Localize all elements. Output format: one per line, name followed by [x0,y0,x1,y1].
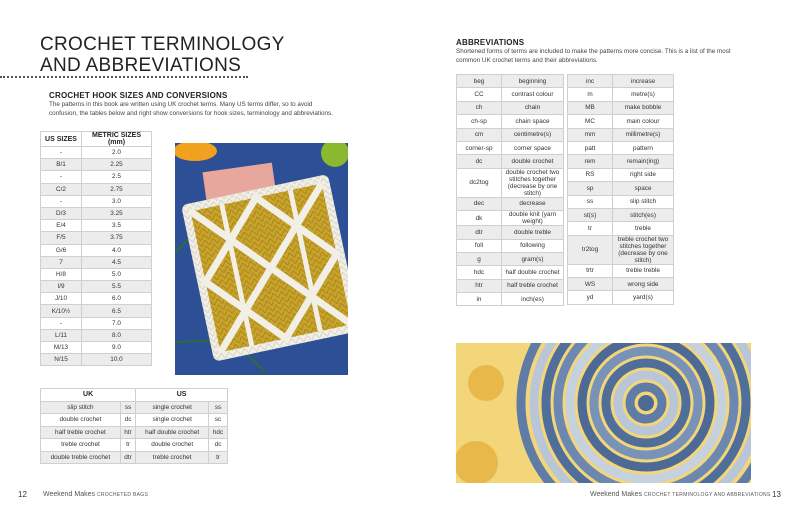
table-cell: dk [457,211,502,226]
abbreviation-row [457,128,564,141]
abbreviation-row [568,168,674,181]
table-cell: treble crochet [41,439,121,452]
table-cell: hdc [457,266,502,279]
table-cell: RS [568,168,613,181]
abbr-intro-line-2: common UK crochet terms and their abbreviations. [456,56,598,64]
abbreviation-row [457,279,564,292]
hook-intro-line-2: confusion, the tables below and right show conversions for hook sizes, terminology and abbreviations. [49,109,333,117]
abbreviation-row [457,226,564,239]
page-title [40,34,285,76]
table-cell: mm [568,128,613,141]
table-cell: millimetre(s) [613,128,674,141]
title-line-1: CROCHET TERMINOLOGY [40,34,285,55]
abbreviation-row [568,128,674,141]
table-cell: half treble crochet [502,279,564,292]
table-cell: chain [502,101,564,114]
hook-size-row [41,293,152,305]
round-crochet-photo [456,343,751,483]
abbreviation-row [457,101,564,114]
table-cell: inc [568,75,613,88]
table-cell: ss [120,401,135,414]
table-cell: metre(s) [613,88,674,101]
table-cell: m [568,88,613,101]
title-line-2: AND ABBREVIATIONS [40,55,242,76]
table-cell: in [457,293,502,306]
table-cell: space [613,182,674,195]
table-cell: dc [209,439,228,452]
hook-size-row [41,183,152,195]
table-cell: MC [568,115,613,128]
hook-size-row [41,305,152,317]
table-cell: trtr [568,264,613,277]
table-cell: D/3 [41,207,82,219]
table-cell: foll [457,239,502,252]
abbreviation-row [457,155,564,168]
table-cell: half treble crochet [41,426,121,439]
crochet-bag-photo [175,143,348,375]
hook-header-metric: METRIC SIZES (mm) [82,132,152,147]
table-cell: ss [209,401,228,414]
table-cell: make bobble [613,101,674,114]
abbreviation-row [568,195,674,208]
table-cell: hdc [209,426,228,439]
table-cell: double crochet [41,414,121,427]
hook-size-row [41,317,152,329]
hook-size-row [41,207,152,219]
table-cell: dec [457,197,502,210]
abbreviation-row [457,75,564,88]
terms-row [41,451,228,464]
hook-section-heading: CROCHET HOOK SIZES AND CONVERSIONS [49,91,228,100]
terms-row [41,439,228,452]
hook-size-table [40,131,152,366]
terms-row [41,426,228,439]
hook-size-row [41,354,152,366]
table-cell: 6.0 [82,293,152,305]
hook-size-row [41,171,152,183]
abbreviation-row [568,222,674,235]
table-cell: chain space [502,115,564,128]
table-cell: 2.25 [82,159,152,171]
table-cell: N/15 [41,354,82,366]
abbr-intro-line-1: Shortened forms of terms are included to make the patterns more concise. This is a list of the most [456,48,731,55]
table-cell: remain(ing) [613,155,674,168]
abbreviation-row [568,235,674,264]
right-footer-section: CROCHET TERMINOLOGY AND ABBREVIATIONS [643,492,771,498]
hook-size-row [41,256,152,268]
table-cell: - [41,171,82,183]
hook-size-row [41,268,152,280]
table-cell: yard(s) [613,291,674,304]
table-cell: single crochet [136,414,209,427]
table-cell: 8.0 [82,329,152,341]
table-cell: tr [209,451,228,464]
table-cell: yd [568,291,613,304]
table-cell: g [457,252,502,265]
table-cell: ch-sp [457,115,502,128]
abbreviations-table-left [456,74,564,306]
abbreviation-row [568,88,674,101]
table-cell: wrong side [613,278,674,291]
table-cell: half double crochet [502,266,564,279]
abbreviations-heading: ABBREVIATIONS [456,38,525,47]
table-cell: dc2tog [457,168,502,197]
abbreviation-row [568,278,674,291]
table-cell: dc [457,155,502,168]
table-cell: 3.75 [82,232,152,244]
table-cell: inch(es) [502,293,564,306]
table-cell: 2.0 [82,147,152,159]
table-cell: - [41,147,82,159]
hook-size-row [41,244,152,256]
table-cell: contrast colour [502,88,564,101]
table-cell: tr2tog [568,235,613,264]
table-cell: C/2 [41,183,82,195]
table-cell: WS [568,278,613,291]
table-cell: 3.25 [82,207,152,219]
terms-header-us: US [136,389,228,402]
table-cell: L/11 [41,329,82,341]
abbreviation-row [457,168,564,197]
abbreviation-row [568,101,674,114]
table-cell: G/6 [41,244,82,256]
table-cell: rem [568,155,613,168]
hook-intro [49,101,369,118]
abbreviation-row [568,182,674,195]
hook-size-row [41,220,152,232]
table-cell: E/4 [41,220,82,232]
table-cell: 5.0 [82,268,152,280]
table-cell: corner-sp [457,141,502,154]
table-cell: 3.5 [82,220,152,232]
table-cell: double crochet [502,155,564,168]
table-cell: - [41,195,82,207]
abbreviation-row [457,266,564,279]
table-cell: sc [209,414,228,427]
table-cell: single crochet [136,401,209,414]
hook-header-us: US SIZES [41,132,82,147]
abbreviation-row [568,264,674,277]
table-cell: tr [120,439,135,452]
left-footer-section: CROCHETED BAGS [96,492,149,498]
left-footer-book: Weekend Makes [43,491,96,498]
table-cell: centimetre(s) [502,128,564,141]
table-cell: F/5 [41,232,82,244]
terms-header-uk: UK [41,389,136,402]
table-cell: CC [457,88,502,101]
table-cell: treble treble [613,264,674,277]
table-cell: main colour [613,115,674,128]
table-cell: I/9 [41,281,82,293]
table-cell: dtr [120,451,135,464]
abbreviation-row [568,75,674,88]
hook-size-row [41,232,152,244]
table-cell: ss [568,195,613,208]
table-cell: 7.0 [82,317,152,329]
table-cell: 4.0 [82,244,152,256]
table-cell: double crochet two stitches together (decrease by one stitch) [502,168,564,197]
table-cell: 9.0 [82,342,152,354]
table-cell: corner space [502,141,564,154]
abbreviation-row [457,141,564,154]
hook-size-row [41,147,152,159]
right-page-number: 13 [772,490,781,499]
table-cell: cm [457,128,502,141]
table-cell: right side [613,168,674,181]
abbreviation-row [457,239,564,252]
table-cell: pattern [613,141,674,154]
table-cell: treble [613,222,674,235]
hook-intro-line-1: The patterns in this book are written using UK crochet terms. Many US terms differ, so to avoid [49,101,313,108]
table-cell: htr [457,279,502,292]
table-cell: beginning [502,75,564,88]
table-cell: MB [568,101,613,114]
terms-row [41,414,228,427]
table-cell: dc [120,414,135,427]
dotted-divider [0,76,248,78]
table-cell: - [41,317,82,329]
left-page-number: 12 [18,490,27,499]
hook-size-row [41,159,152,171]
table-cell: htr [120,426,135,439]
table-cell: increase [613,75,674,88]
table-cell: 5.5 [82,281,152,293]
table-cell: decrease [502,197,564,210]
abbreviations-table-right [567,74,674,305]
table-cell: double crochet [136,439,209,452]
table-cell: ch [457,101,502,114]
right-footer [590,491,771,498]
table-cell: stitch(es) [613,208,674,221]
table-cell: half double crochet [136,426,209,439]
table-cell: K/10½ [41,305,82,317]
abbreviation-row [457,115,564,128]
abbreviation-row [457,88,564,101]
abbreviation-row [457,252,564,265]
table-cell: M/13 [41,342,82,354]
table-cell: tr [568,222,613,235]
hook-size-row [41,195,152,207]
abbreviation-row [568,155,674,168]
table-cell: gram(s) [502,252,564,265]
table-cell: B/1 [41,159,82,171]
table-cell: dtr [457,226,502,239]
abbreviations-intro [456,48,786,65]
abbreviation-row [568,291,674,304]
abbreviation-row [457,197,564,210]
hook-size-row [41,329,152,341]
table-cell: double treble crochet [41,451,121,464]
table-cell: 4.5 [82,256,152,268]
left-footer [43,491,148,498]
table-cell: st(s) [568,208,613,221]
table-cell: 6.5 [82,305,152,317]
table-cell: beg [457,75,502,88]
right-footer-book: Weekend Makes [590,491,643,498]
table-cell: following [502,239,564,252]
table-cell: slip stitch [41,401,121,414]
table-cell: treble crochet two stitches together (decrease by one stitch) [613,235,674,264]
table-cell: 7 [41,256,82,268]
table-cell: 2.75 [82,183,152,195]
terms-row [41,401,228,414]
table-cell: H/8 [41,268,82,280]
table-cell: J/10 [41,293,82,305]
abbreviation-row [457,293,564,306]
table-cell: slip stitch [613,195,674,208]
table-cell: 3.0 [82,195,152,207]
table-cell: 2.5 [82,171,152,183]
abbreviation-row [568,141,674,154]
table-cell: sp [568,182,613,195]
abbreviation-row [457,211,564,226]
hook-size-row [41,342,152,354]
abbreviation-row [568,115,674,128]
table-cell: patt [568,141,613,154]
table-cell: double knit (yarn weight) [502,211,564,226]
table-cell: double treble [502,226,564,239]
table-cell: 10.0 [82,354,152,366]
table-cell: treble crochet [136,451,209,464]
uk-us-terms-table [40,388,228,464]
abbreviation-row [568,208,674,221]
hook-size-row [41,281,152,293]
